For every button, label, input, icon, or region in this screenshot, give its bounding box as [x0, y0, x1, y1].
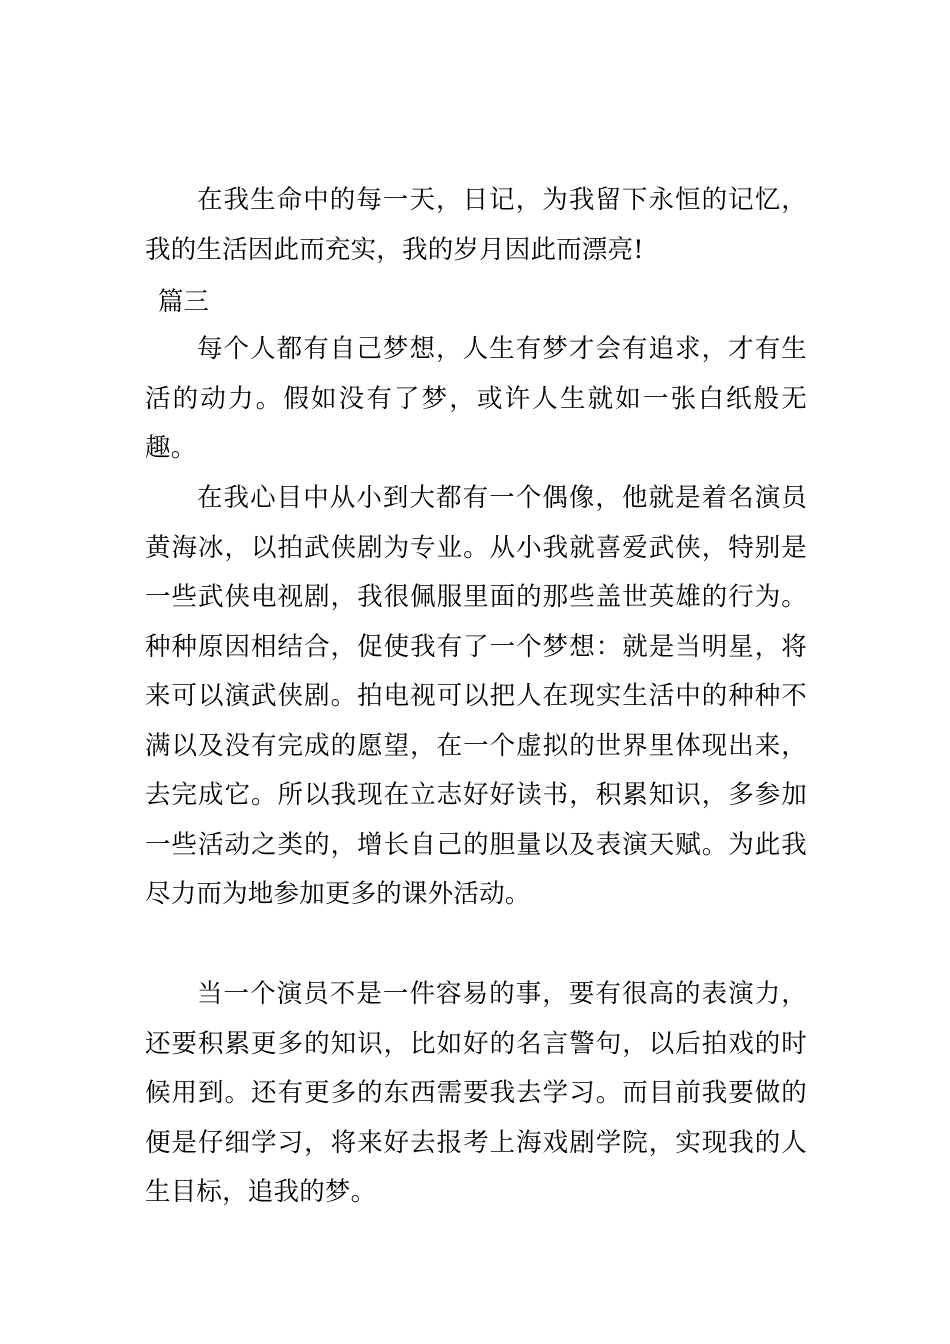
- section-heading: 篇三: [158, 287, 210, 317]
- paragraph-actor-goal: 当一个演员不是一件容易的事，要有很高的表演力，还要积累更多的知识，比如好的名言警句，以后拍戏的时候用到。还有更多的东西需要我去学习。而目前我要做的便是仔细学习，将来好去报考上海戏剧学院，实现我的人生目标，追我的梦。: [145, 979, 807, 1207]
- paragraph-dream-intro: 每个人都有自己梦想，人生有梦才会有追求，才有生活的动力。假如没有了梦，或许人生就如一张白纸般无趣。: [145, 334, 807, 463]
- paragraph-idol: 在我心目中从小到大都有一个偶像，他就是着名演员黄海冰，以拍武侠剧为专业。从小我就喜爱武侠，特别是一些武侠电视剧，我很佩服里面的那些盖世英雄的行为。种种原因相结合，促使我有了一个梦想：就是当明星，将来可以演武侠剧。拍电视可以把人在现实生活中的种种不满以及没有完成的愿望，在一个虚拟的世界里体现出来，去完成它。所以我现在立志好好读书，积累知识，多参加一些活动之类的，增长自己的胆量以及表演天赋。为此我尽力而为地参加更多的课外活动。: [145, 483, 807, 909]
- paragraph-diary-memory: 在我生命中的每一天，日记，为我留下永恒的记忆，我的生活因此而充实，我的岁月因此而漂亮!: [145, 185, 807, 265]
